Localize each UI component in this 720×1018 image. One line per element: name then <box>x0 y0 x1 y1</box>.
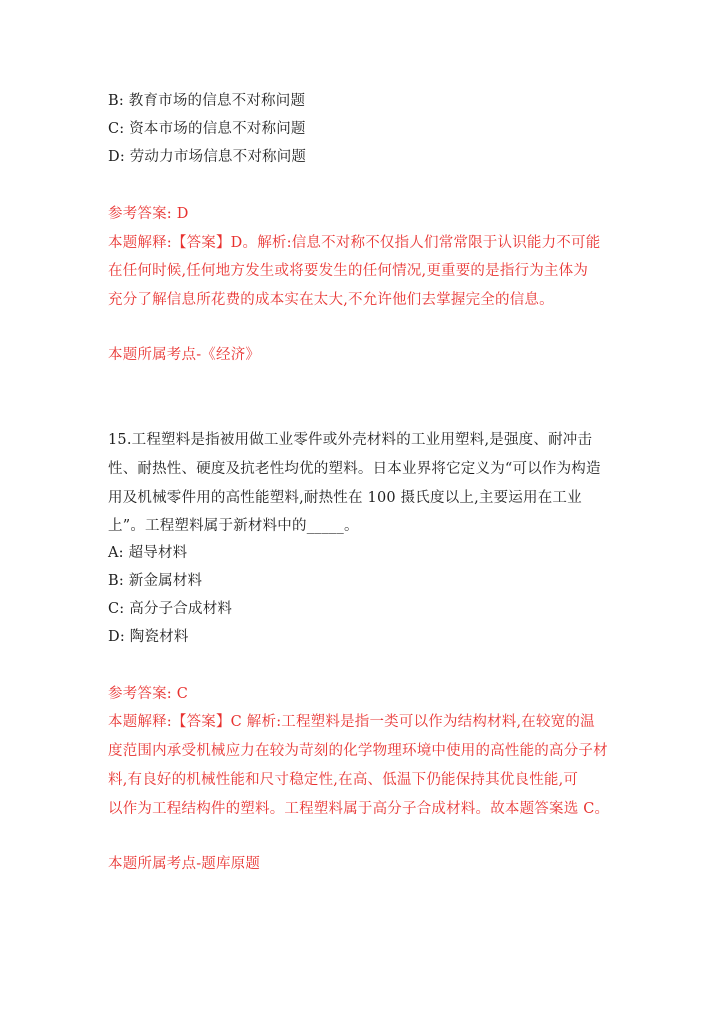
q15-stem-line: 上”。工程塑料属于新材料中的_____。 <box>108 518 359 534</box>
q15-option-c: C: 高分子合成材料 <box>108 601 233 617</box>
q14-explanation-line: 在任何时候,任何地方发生或将要发生的任何情况,更重要的是指行为主体为 <box>108 263 589 279</box>
q15-topic: 本题所属考点-题库原题 <box>108 856 261 872</box>
q14-explanation-line: 本题解释:【答案】D。解析:信息不对称不仅指人们常常限于认识能力不可能 <box>108 235 601 251</box>
q15-stem-line: 15.工程塑料是指被用做工业零件或外壳材料的工业用塑料,是强度、耐冲击 <box>108 432 593 448</box>
q15-answer: 参考答案: C <box>108 686 188 702</box>
q14-option-d: D: 劳动力市场信息不对称问题 <box>108 149 307 165</box>
q15-explanation-line: 以作为工程结构件的塑料。工程塑料属于高分子合成材料。故本题答案选 C。 <box>108 801 610 817</box>
q15-option-d: D: 陶瓷材料 <box>108 629 189 645</box>
q15-option-a: A: 超导材料 <box>108 545 188 561</box>
q15-stem-line: 性、耐热性、硬度及抗老性均优的塑料。日本业界将它定义为“可以作为构造 <box>108 461 601 477</box>
q15-explanation-line: 本题解释:【答案】C 解析:工程塑料是指一类可以作为结构材料,在较宽的温 <box>108 714 595 730</box>
q15-explanation-line: 度范围内承受机械应力在较为苛刻的化学物理环境中使用的高性能的高分子材 <box>108 743 608 759</box>
q14-option-b: B: 教育市场的信息不对称问题 <box>108 93 306 109</box>
q15-stem-line: 用及机械零件用的高性能塑料,耐热性在 100 摄氏度以上,主要运用在工业 <box>108 490 582 506</box>
q15-option-b: B: 新金属材料 <box>108 573 203 589</box>
q14-option-c: C: 资本市场的信息不对称问题 <box>108 121 306 137</box>
q14-explanation-line: 充分了解信息所花费的成本实在太大,不允许他们去掌握完全的信息。 <box>108 292 554 308</box>
q15-explanation-line: 料,有良好的机械性能和尺寸稳定性,在高、低温下仍能保持其优良性能,可 <box>108 772 579 788</box>
q14-answer: 参考答案: D <box>108 206 189 222</box>
q14-topic: 本题所属考点-《经济》 <box>108 347 261 363</box>
